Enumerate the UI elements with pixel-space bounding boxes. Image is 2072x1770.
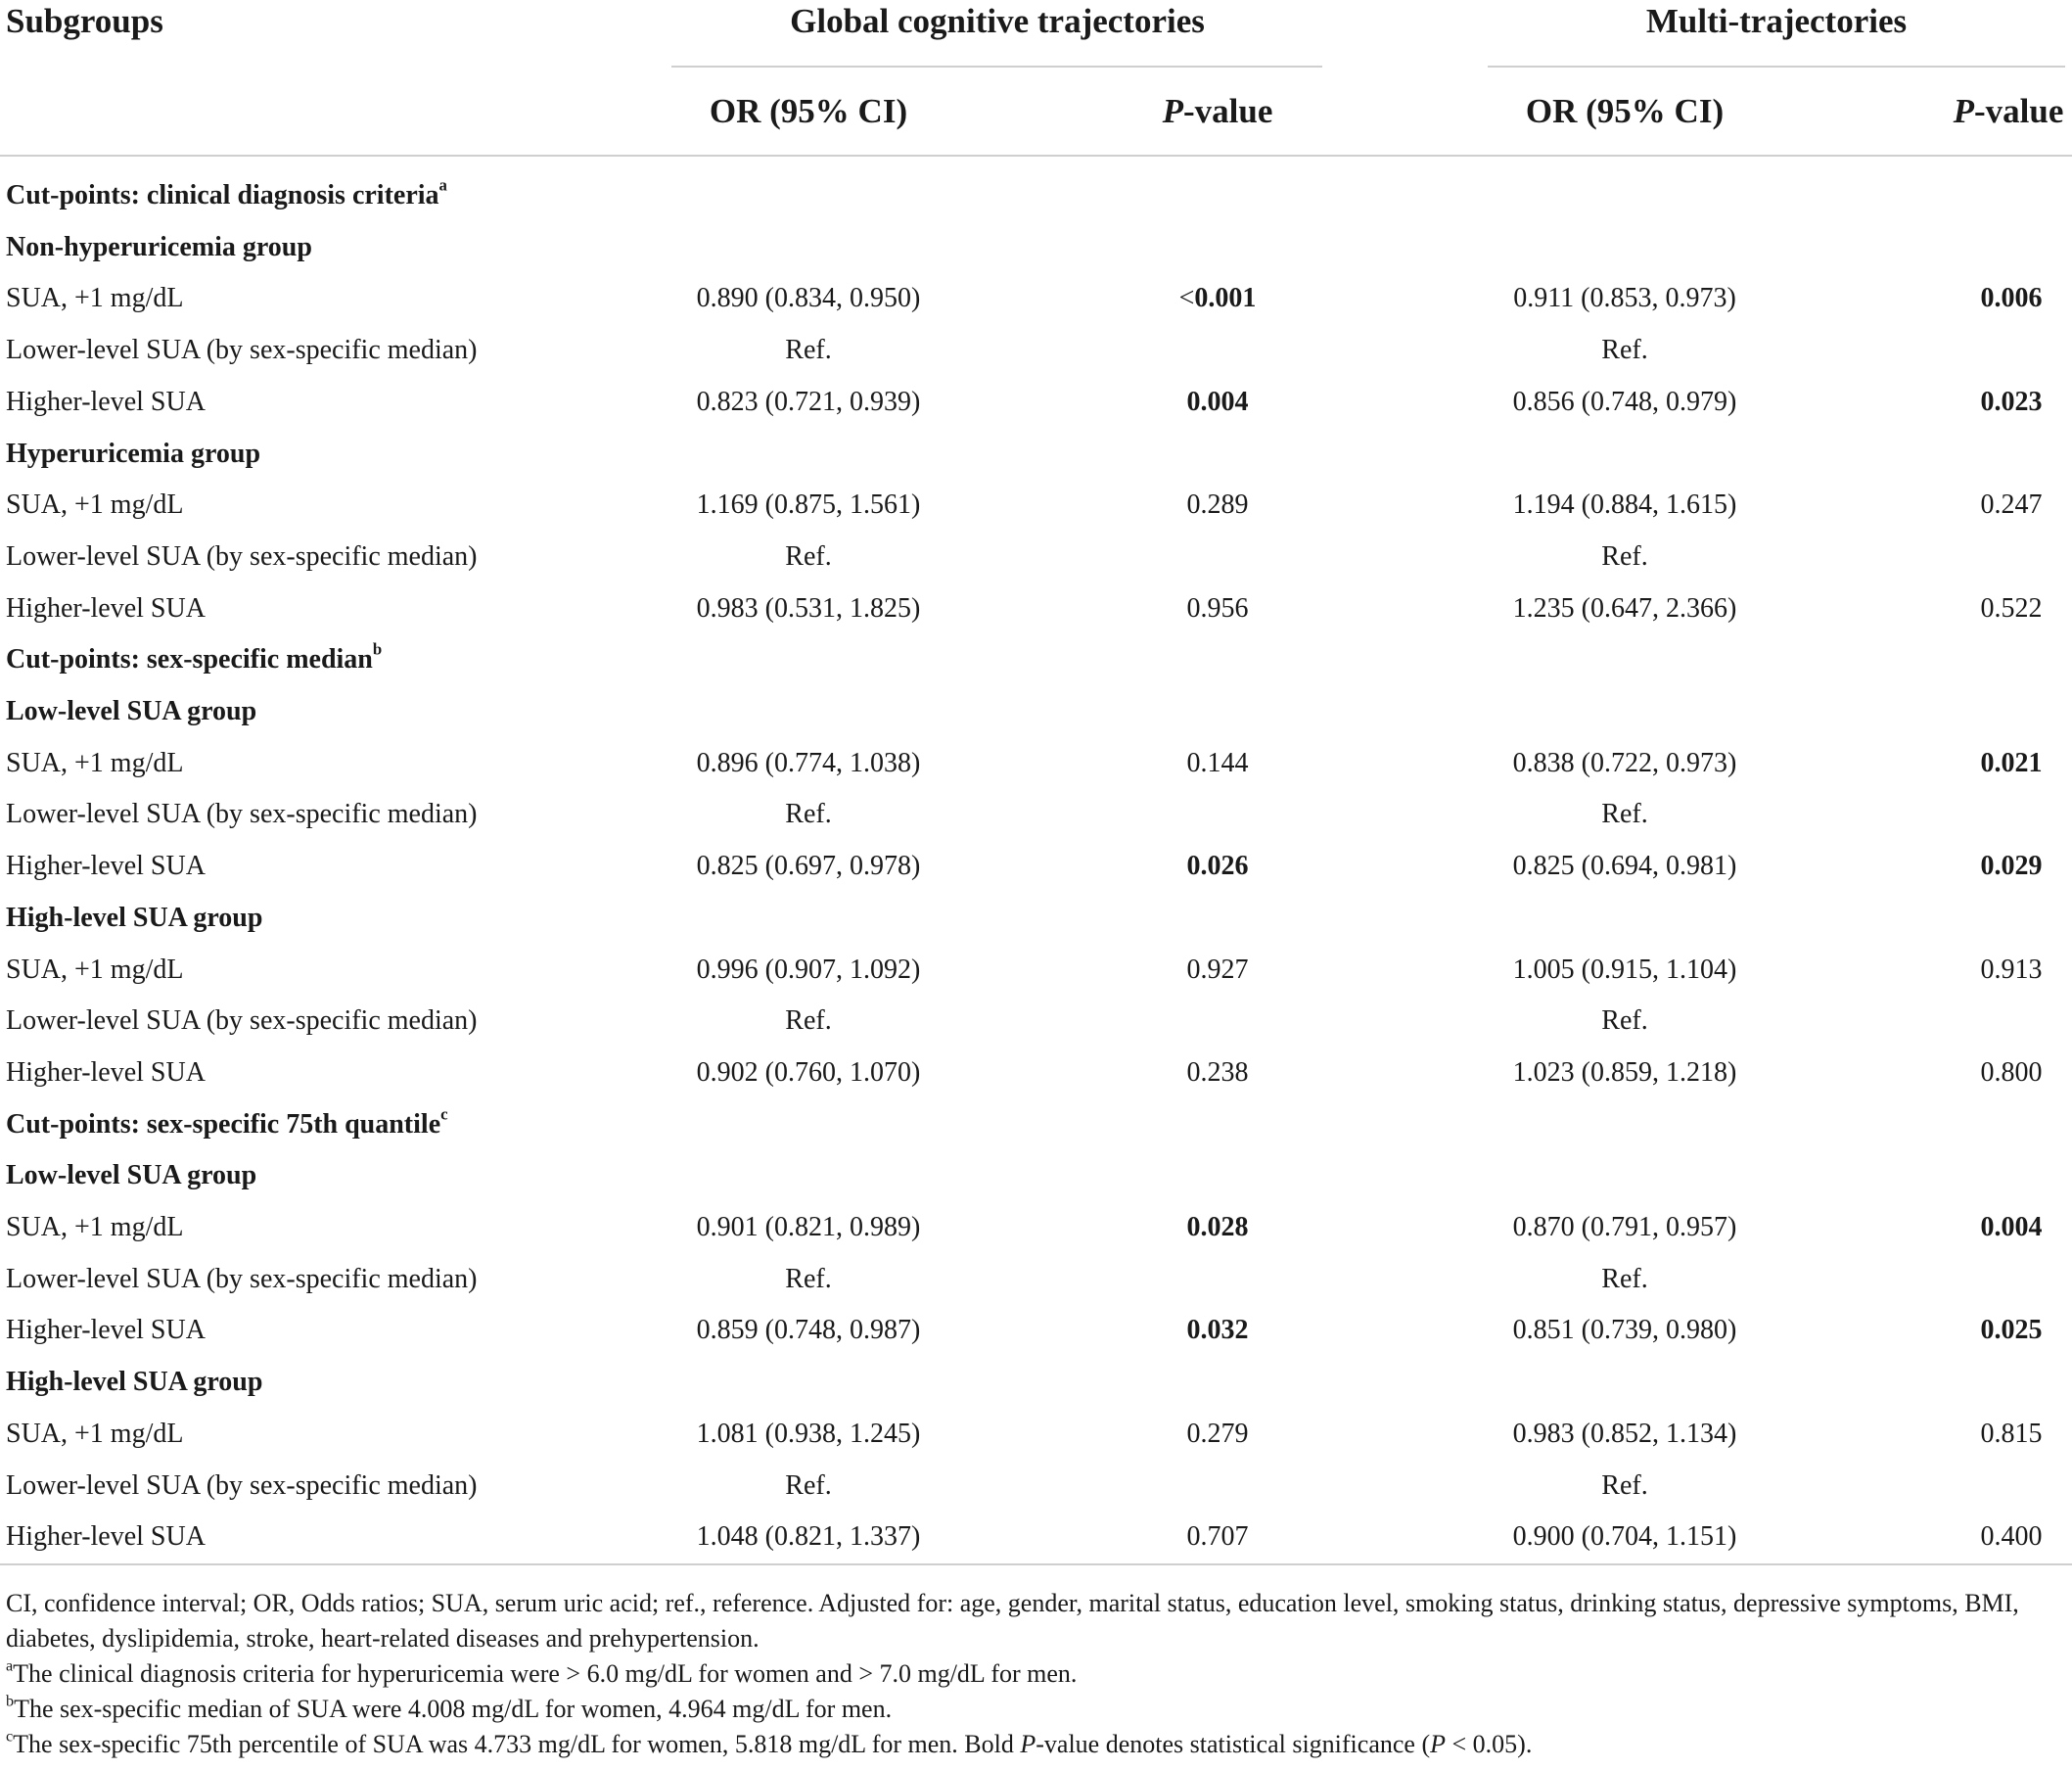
group1-underline — [671, 66, 1322, 68]
or-ci-global-cell: 1.081 (0.938, 1.245) — [696, 1418, 921, 1449]
or-ci-global-cell: Ref. — [785, 799, 832, 830]
or-ci-multi-cell: Ref. — [1601, 540, 1648, 572]
footnote-marker: c — [440, 1104, 448, 1124]
table-row — [0, 1512, 2072, 1562]
or-ci-multi-cell: 0.851 (0.739, 0.980) — [1512, 1315, 1737, 1346]
row-label — [6, 1512, 206, 1562]
row-label — [6, 583, 206, 634]
row-label — [6, 1305, 206, 1356]
or-ci-global-cell: 0.825 (0.697, 0.978) — [696, 851, 921, 882]
or-ci-multi-cell: 1.023 (0.859, 1.218) — [1512, 1056, 1737, 1088]
table-row — [0, 1409, 2072, 1460]
label-text: Higher-level SUA — [6, 1521, 206, 1553]
p-value-suffix: -value — [1974, 92, 2064, 130]
footnote-abbreviations: CI, confidence interval; OR, Odds ratios; SUA, serum uric acid; ref., reference. Adjusted for: age, gender, marital status, education level, smoking status, drinking status, depressive symptoms, BMI, diabetes, dyslipidemia, stroke, heart-related diseases and prehypertension. — [6, 1589, 2019, 1653]
row-label — [6, 480, 183, 531]
or-ci-global-cell: 0.901 (0.821, 0.989) — [696, 1212, 921, 1242]
label-text: Low-level SUA group — [6, 1160, 257, 1191]
label-text: SUA, +1 mg/dL — [6, 954, 184, 985]
label-text: Lower-level SUA (by sex-specific median) — [6, 1469, 478, 1501]
p-value-global-cell: 0.026 — [1186, 851, 1249, 882]
footnote-b-text: The sex-specific median of SUA were 4.008 mg/dL for women, 4.964 mg/dL for men. — [14, 1695, 893, 1723]
label-text: Low-level SUA group — [6, 696, 257, 726]
or-ci-global-cell: 1.048 (0.821, 1.337) — [696, 1521, 921, 1553]
subgroups-header: Subgroups — [6, 2, 163, 40]
header-bottom-rule — [0, 155, 2072, 157]
or-ci-multi-cell: 0.911 (0.853, 0.973) — [1513, 283, 1736, 314]
label-text: Lower-level SUA (by sex-specific median) — [6, 1263, 478, 1294]
table-row — [0, 996, 2072, 1047]
table-row — [0, 377, 2072, 428]
section-label — [6, 222, 312, 273]
table-row — [0, 1202, 2072, 1253]
label-text: High-level SUA group — [6, 1367, 263, 1398]
p-value-multi-cell: 0.815 — [1980, 1418, 2043, 1449]
section-label — [6, 429, 260, 480]
label-text: Higher-level SUA — [6, 592, 206, 624]
p-value-global-cell: 0.927 — [1186, 954, 1249, 985]
section-row — [0, 1150, 2072, 1201]
section-label — [6, 634, 382, 685]
label-text: Lower-level SUA (by sex-specific median) — [6, 799, 478, 830]
p-value-global-cell: 0.004 — [1186, 386, 1249, 417]
p-value-global-cell: 0.032 — [1186, 1315, 1249, 1346]
or-ci-header-1: OR (95% CI) — [709, 92, 908, 130]
section-row — [0, 222, 2072, 273]
label-text: Lower-level SUA (by sex-specific median) — [6, 335, 478, 366]
or-ci-header-2: OR (95% CI) — [1525, 92, 1725, 130]
table-row — [0, 583, 2072, 634]
footnote-a-mark: a — [6, 1657, 14, 1675]
or-ci-multi-cell: 1.235 (0.647, 2.366) — [1512, 592, 1737, 624]
row-label — [6, 1254, 478, 1305]
row-label — [6, 1409, 183, 1460]
label-text: High-level SUA group — [6, 902, 263, 933]
section-label — [6, 170, 447, 221]
or-ci-global-cell: 0.890 (0.834, 0.950) — [696, 283, 921, 314]
p-value-number: 0.001 — [1194, 283, 1257, 314]
or-ci-multi-cell: Ref. — [1601, 335, 1648, 366]
row-label — [6, 273, 183, 324]
multi-trajectories-header: Multi-trajectories — [1645, 2, 1908, 40]
p-value-header-1 — [1163, 92, 1273, 131]
label-text: Cut-points: clinical diagnosis criteria — [6, 180, 439, 210]
or-ci-multi-cell: 0.870 (0.791, 0.957) — [1512, 1212, 1737, 1242]
or-ci-global-cell: Ref. — [785, 1469, 832, 1501]
section-label — [6, 1099, 448, 1150]
less-than-sign: < — [1178, 283, 1195, 314]
footnote-c-mark: c — [6, 1728, 14, 1746]
label-text: Higher-level SUA — [6, 386, 206, 417]
table-row — [0, 325, 2072, 376]
or-ci-global-cell: 0.996 (0.907, 1.092) — [696, 954, 921, 985]
section-label — [6, 1357, 262, 1408]
section-row — [0, 170, 2072, 221]
section-row — [0, 1357, 2072, 1408]
label-text: Higher-level SUA — [6, 1315, 206, 1346]
label-text: Cut-points: sex-specific 75th quantile — [6, 1108, 441, 1140]
p-value-multi-cell: 0.800 — [1980, 1056, 2043, 1088]
footnote-c-text-3: < 0.05). — [1446, 1730, 1533, 1758]
row-label — [6, 996, 478, 1047]
p-value-multi-cell: 0.247 — [1980, 489, 2043, 521]
or-ci-multi-cell: 0.900 (0.704, 1.151) — [1512, 1521, 1737, 1553]
label-text: Higher-level SUA — [6, 1056, 206, 1088]
p-value-multi-cell: 0.023 — [1980, 386, 2043, 417]
label-text: Hyperuricemia group — [6, 438, 261, 469]
or-ci-global-cell: 0.859 (0.748, 0.987) — [696, 1315, 921, 1346]
p-value-multi-cell: 0.006 — [1980, 283, 2043, 314]
p-value-multi-cell: 0.025 — [1980, 1315, 2043, 1346]
footnote-b-mark: b — [6, 1693, 15, 1710]
p-value-suffix: -value — [1183, 92, 1273, 130]
label-text: Lower-level SUA (by sex-specific median) — [6, 1005, 478, 1037]
table-row — [0, 789, 2072, 840]
row-label — [6, 841, 206, 892]
or-ci-global-cell: 0.823 (0.721, 0.939) — [696, 386, 921, 417]
row-label — [6, 1048, 206, 1098]
section-label — [6, 686, 256, 737]
p-value-global-cell: 0.144 — [1186, 747, 1249, 778]
section-row — [0, 686, 2072, 737]
footnote-a-text: The clinical diagnosis criteria for hyperuricemia were > 6.0 mg/dL for women and > 7.0 mg/dL for men. — [13, 1659, 1078, 1688]
p-value-global-cell: 0.289 — [1186, 489, 1249, 521]
table-bottom-rule — [0, 1563, 2072, 1565]
section-label — [6, 893, 262, 944]
or-ci-multi-cell: Ref. — [1601, 1469, 1648, 1501]
group2-underline — [1488, 66, 2065, 68]
footnote-c-p-1: P — [1020, 1730, 1036, 1758]
or-ci-multi-cell: Ref. — [1601, 799, 1648, 830]
footnote-b — [6, 1692, 2061, 1727]
table-row — [0, 841, 2072, 892]
p-value-global-cell: 0.707 — [1186, 1521, 1249, 1553]
row-label — [6, 325, 478, 376]
label-text: Higher-level SUA — [6, 851, 206, 882]
label-text: SUA, +1 mg/dL — [6, 747, 184, 778]
or-ci-multi-cell: 1.194 (0.884, 1.615) — [1512, 489, 1737, 521]
or-ci-multi-cell: 0.825 (0.694, 0.981) — [1512, 851, 1737, 882]
or-ci-multi-cell: 0.838 (0.722, 0.973) — [1512, 747, 1737, 778]
or-ci-multi-cell: 0.983 (0.852, 1.134) — [1512, 1418, 1737, 1449]
or-ci-multi-cell: Ref. — [1601, 1263, 1648, 1294]
p-italic: P — [1162, 92, 1183, 130]
label-text: SUA, +1 mg/dL — [6, 283, 184, 314]
row-label — [6, 532, 478, 582]
or-ci-multi-cell: 0.856 (0.748, 0.979) — [1512, 386, 1737, 417]
p-value-multi-cell: 0.029 — [1980, 851, 2043, 882]
section-row — [0, 634, 2072, 685]
p-value-global-cell: 0.028 — [1186, 1212, 1249, 1242]
or-ci-global-cell: Ref. — [785, 1005, 832, 1037]
or-ci-global-cell: 1.169 (0.875, 1.561) — [696, 489, 921, 521]
table-row — [0, 480, 2072, 531]
label-text: Non-hyperuricemia group — [6, 231, 312, 262]
footnote-c-p-2: P — [1430, 1730, 1446, 1758]
table-row — [0, 273, 2072, 324]
footnote-c-text-2: -value denotes statistical significance ( — [1036, 1730, 1431, 1758]
row-label — [6, 377, 206, 428]
or-ci-global-cell: 0.896 (0.774, 1.038) — [696, 747, 921, 778]
p-value-global-cell: 0.279 — [1186, 1418, 1249, 1449]
or-ci-global-cell: 0.983 (0.531, 1.825) — [696, 592, 921, 624]
footnote-c — [6, 1727, 2061, 1762]
section-row — [0, 429, 2072, 480]
p-value-multi-cell: 0.021 — [1980, 747, 2043, 778]
p-italic: P — [1953, 92, 1974, 130]
p-value-multi-cell: 0.913 — [1980, 954, 2043, 985]
or-ci-multi-cell: Ref. — [1601, 1005, 1648, 1037]
footnote-marker: b — [372, 639, 383, 659]
table-row — [0, 1305, 2072, 1356]
table-row — [0, 532, 2072, 582]
global-cognitive-header: Global cognitive trajectories — [790, 2, 1205, 40]
p-value-multi-cell: 0.004 — [1980, 1212, 2043, 1242]
or-ci-multi-cell: 1.005 (0.915, 1.104) — [1512, 954, 1737, 985]
table-row — [0, 738, 2072, 789]
p-value-global-cell — [1179, 273, 1257, 324]
footnote-c-text-1: The sex-specific 75th percentile of SUA was 4.733 mg/dL for women, 5.818 mg/dL for men. Bold — [13, 1730, 1021, 1758]
row-label — [6, 1202, 183, 1253]
or-ci-global-cell: Ref. — [785, 540, 832, 572]
or-ci-global-cell: Ref. — [785, 335, 832, 366]
p-value-multi-cell: 0.400 — [1980, 1521, 2043, 1553]
row-label — [6, 945, 183, 996]
label-text: SUA, +1 mg/dL — [6, 1212, 184, 1242]
section-row — [0, 1099, 2072, 1150]
footnote-a — [6, 1656, 2061, 1692]
table-row — [0, 1048, 2072, 1098]
label-text: Lower-level SUA (by sex-specific median) — [6, 540, 478, 572]
table-row — [0, 1461, 2072, 1512]
row-label — [6, 738, 183, 789]
or-ci-global-cell: Ref. — [785, 1263, 832, 1294]
p-value-header-2 — [1954, 92, 2064, 131]
p-value-global-cell: 0.956 — [1186, 592, 1249, 624]
p-value-global-cell: 0.238 — [1186, 1056, 1249, 1088]
row-label — [6, 789, 478, 840]
label-text: SUA, +1 mg/dL — [6, 489, 184, 521]
section-label — [6, 1150, 256, 1201]
section-row — [0, 893, 2072, 944]
or-ci-global-cell: 0.902 (0.760, 1.070) — [696, 1056, 921, 1088]
table-row — [0, 945, 2072, 996]
footnote-marker: a — [438, 175, 447, 195]
label-text: Cut-points: sex-specific median — [6, 644, 373, 675]
row-label — [6, 1461, 478, 1512]
p-value-multi-cell: 0.522 — [1980, 592, 2043, 624]
label-text: SUA, +1 mg/dL — [6, 1418, 184, 1449]
table-row — [0, 1254, 2072, 1305]
